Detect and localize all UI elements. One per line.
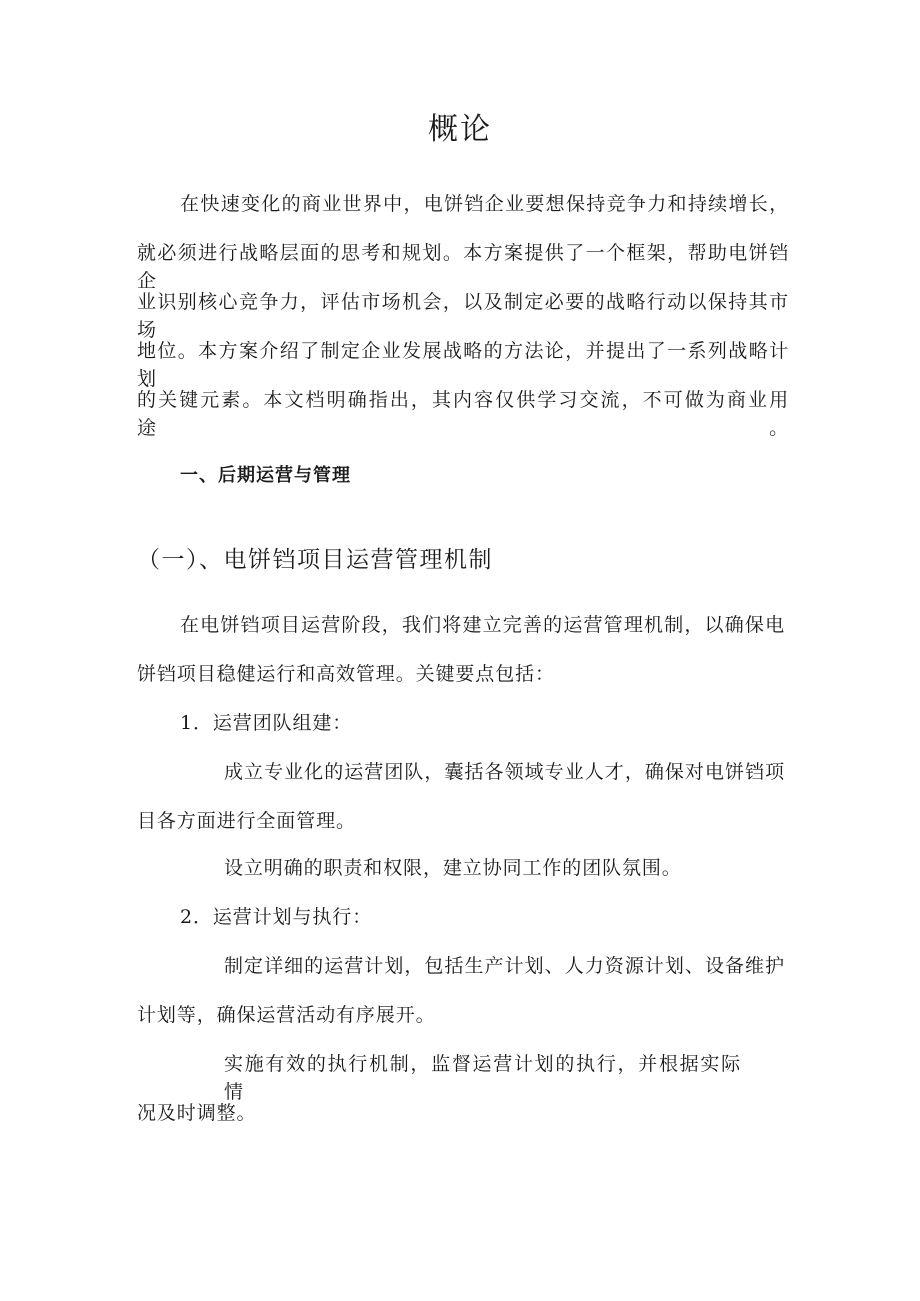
item2-p1-line-2: 计划等，确保运营活动有序展开。 [137, 1004, 436, 1026]
item1-p1-line-1: 成立专业化的运营团队，囊括各领域专业人才，确保对电饼铛项 [224, 761, 785, 783]
subsection-heading: （一）、电饼铛项目运营管理机制 [137, 547, 493, 573]
intro-line-4: 地位。本方案介绍了制定企业发展战略的方法论，并提出了一系列战略计划 [137, 340, 789, 390]
item2-p2-line-1: 实施有效的执行机制，监督运营计划的执行，并根据实际情 [224, 1053, 741, 1103]
item1-p2: 设立明确的职责和权限，建立协同工作的团队氛围。 [224, 857, 682, 879]
item2-p2-line-2: 况及时调整。 [137, 1102, 257, 1124]
item2-title: 2．运营计划与执行： [180, 906, 373, 928]
intro-line-5: 的关键元素。本文档明确指出，其内容仅供学习交流，不可做为商业用途。 [137, 389, 789, 439]
intro-line-1: 在快速变化的商业世界中，电饼铛企业要想保持竞争力和持续增长， [180, 193, 789, 215]
item2-p1-line-1: 制定详细的运营计划，包括生产计划、人力资源计划、设备维护 [224, 955, 785, 977]
item1-p1-line-2: 目各方面进行全面管理。 [137, 810, 356, 832]
intro-line-3: 业识别核心竞争力，评估市场机会，以及制定必要的战略行动以保持其市场 [137, 291, 789, 341]
para1-line-1: 在电饼铛项目运营阶段，我们将建立完善的运营管理机制，以确保电 [180, 614, 785, 636]
intro-line-2: 就必须进行战略层面的思考和规划。本方案提供了一个框架，帮助电饼铛企 [137, 242, 789, 292]
page-title: 概论 [428, 112, 492, 147]
para1-line-2: 饼铛项目稳健运行和高效管理。关键要点包括： [137, 663, 555, 685]
item1-title: 1．运营团队组建： [180, 712, 353, 734]
section-heading: 一、后期运营与管理 [180, 465, 351, 486]
